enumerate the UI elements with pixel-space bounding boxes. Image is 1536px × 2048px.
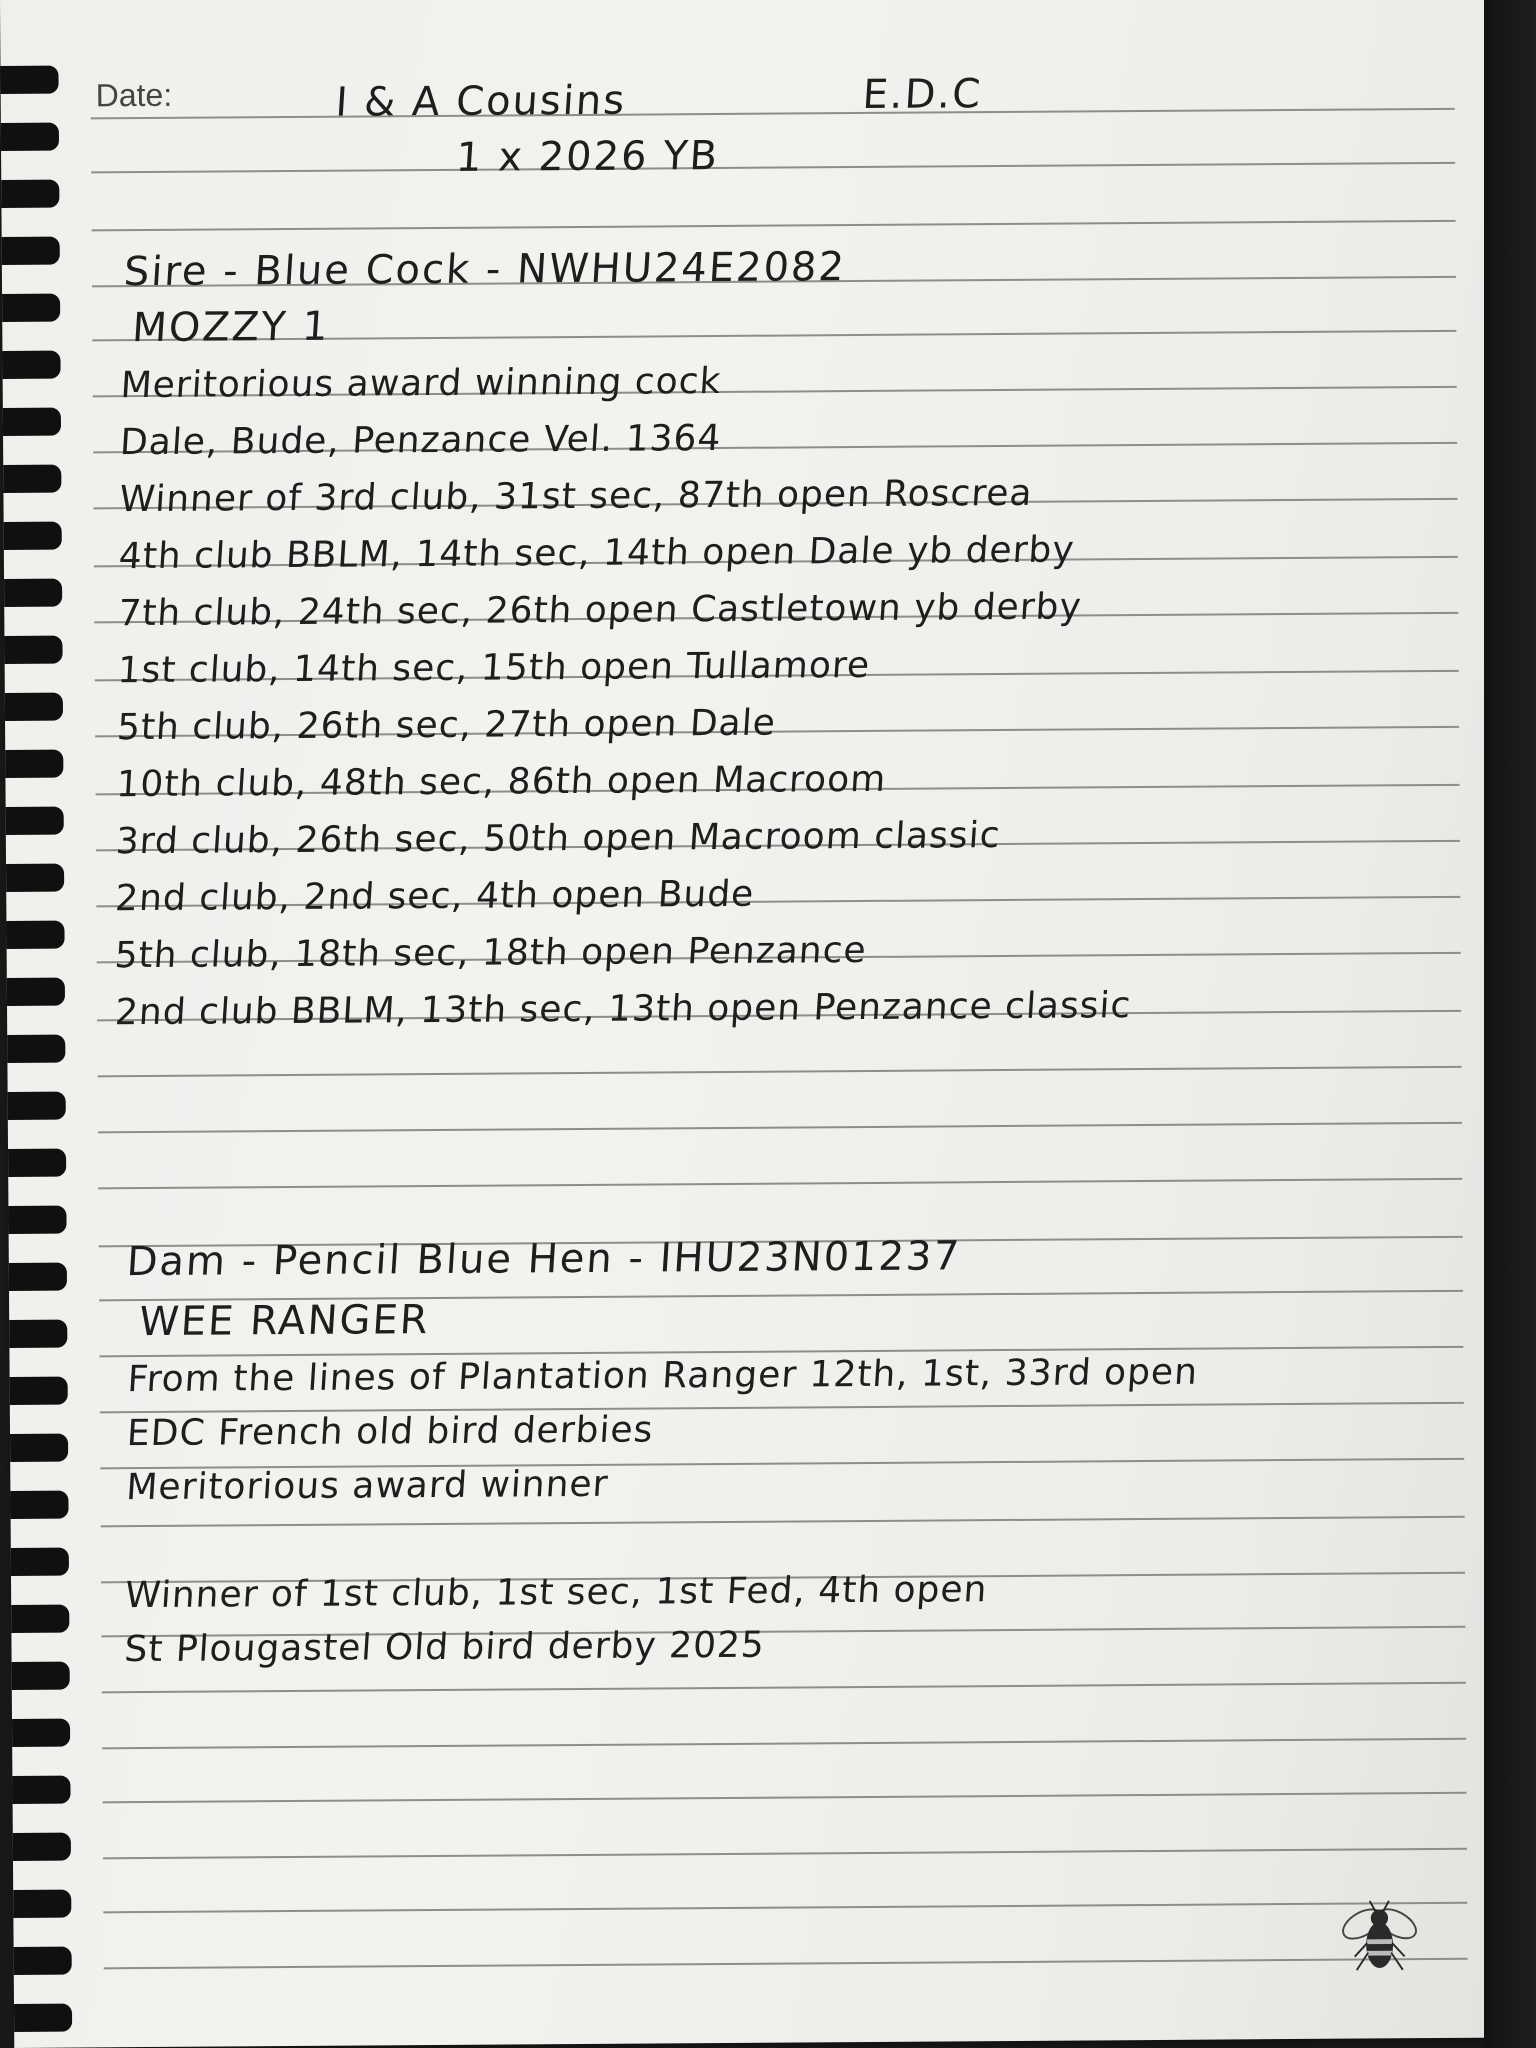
record-line: 5th club, 18th sec, 18th open Penzance <box>113 929 868 977</box>
record-line: 3rd club, 26th sec, 50th open Macroom classic <box>114 815 1002 863</box>
spiral-hole <box>8 1149 66 1177</box>
spiral-hole <box>8 1092 66 1120</box>
pairing-label: 1 x 2026 YB <box>454 132 721 181</box>
spiral-hole <box>3 465 61 493</box>
spiral-hole <box>3 408 61 436</box>
ruled-line <box>103 1848 1467 1860</box>
spiral-hole <box>1 180 59 208</box>
record-line: From the lines of Plantation Ranger 12th, 1st, 33rd open <box>126 1351 1200 1401</box>
dam-name: WEE RANGER <box>137 1297 432 1346</box>
ruled-line <box>104 1958 1468 1970</box>
sire-heading: Sire - Blue Cock - NWHU24E2082 <box>122 244 848 296</box>
record-line: Meritorious award winning cock <box>119 360 723 407</box>
spiral-hole <box>10 1491 68 1519</box>
spiral-hole <box>12 1662 70 1690</box>
ruled-line <box>101 1516 1465 1528</box>
record-line: 4th club BBLM, 14th sec, 14th open Dale yb derby <box>117 529 1076 578</box>
record-line: 5th club, 26th sec, 27th open Dale <box>115 702 778 749</box>
spiral-hole <box>6 807 64 835</box>
ruled-line <box>103 1902 1467 1914</box>
spiral-hole <box>11 1548 69 1576</box>
ruled-line <box>91 162 1455 174</box>
spiral-hole <box>4 522 62 550</box>
record-line: 2nd club, 2nd sec, 4th open Bude <box>113 873 756 920</box>
record-line: EDC French old bird derbies <box>125 1409 655 1455</box>
ruled-line <box>92 220 1456 232</box>
record-line: Winner of 1st club, 1st sec, 1st Fed, 4th open <box>123 1569 989 1617</box>
ruled-line <box>102 1738 1466 1750</box>
spiral-hole <box>4 636 62 664</box>
ruled-line <box>98 1178 1462 1190</box>
spiral-binding <box>0 0 74 2048</box>
spiral-hole <box>6 864 64 892</box>
spiral-hole <box>11 1605 69 1633</box>
spiral-hole <box>14 2004 72 2032</box>
spiral-hole <box>10 1377 68 1405</box>
spiral-hole <box>2 351 60 379</box>
spiral-hole <box>7 1035 65 1063</box>
spiral-hole <box>6 921 64 949</box>
record-line: 7th club, 24th sec, 26th open Castletown yb derby <box>116 586 1084 635</box>
record-line: Dale, Bude, Penzance Vel. 1364 <box>118 417 723 464</box>
record-line: St Plougastel Old bird derby 2025 <box>123 1624 767 1671</box>
spiral-hole <box>5 750 63 778</box>
spiral-hole <box>12 1719 70 1747</box>
spiral-hole <box>4 579 62 607</box>
ruled-line <box>102 1682 1466 1694</box>
table-background <box>1484 0 1536 2048</box>
ruled-line <box>91 108 1455 120</box>
record-line: 1st club, 14th sec, 15th open Tullamore <box>116 644 872 692</box>
spiral-hole <box>9 1320 67 1348</box>
sire-name: MOZZY 1 <box>130 303 332 352</box>
ruled-line <box>103 1792 1467 1804</box>
spiral-hole <box>13 1833 71 1861</box>
spiral-hole <box>13 1890 71 1918</box>
bee-icon <box>1331 1887 1428 1984</box>
club-name: E.D.C <box>861 71 984 118</box>
record-line: 10th club, 48th sec, 86th open Macroom <box>115 758 888 806</box>
record-line: 2nd club BBLM, 13th sec, 13th open Penzance classic <box>113 985 1133 1034</box>
date-label: Date: <box>95 76 173 114</box>
record-line: Meritorious award winner <box>125 1463 610 1509</box>
spiral-hole <box>14 1947 72 1975</box>
ruled-line <box>98 1122 1462 1134</box>
spiral-hole <box>12 1776 70 1804</box>
spiral-hole <box>2 294 60 322</box>
spiral-hole <box>10 1434 68 1462</box>
spiral-hole <box>2 237 60 265</box>
spiral-hole <box>8 1206 66 1234</box>
dam-heading: Dam - Pencil Blue Hen - IHU23N01237 <box>125 1233 963 1286</box>
spiral-hole <box>9 1263 67 1291</box>
record-line: Winner of 3rd club, 31st sec, 87th open Roscrea <box>118 472 1034 521</box>
owner-name: I & A Cousins <box>334 77 628 126</box>
spiral-hole <box>0 66 58 94</box>
ruled-line <box>98 1066 1462 1078</box>
spiral-hole <box>7 978 65 1006</box>
spiral-hole <box>1 123 59 151</box>
spiral-hole <box>5 693 63 721</box>
